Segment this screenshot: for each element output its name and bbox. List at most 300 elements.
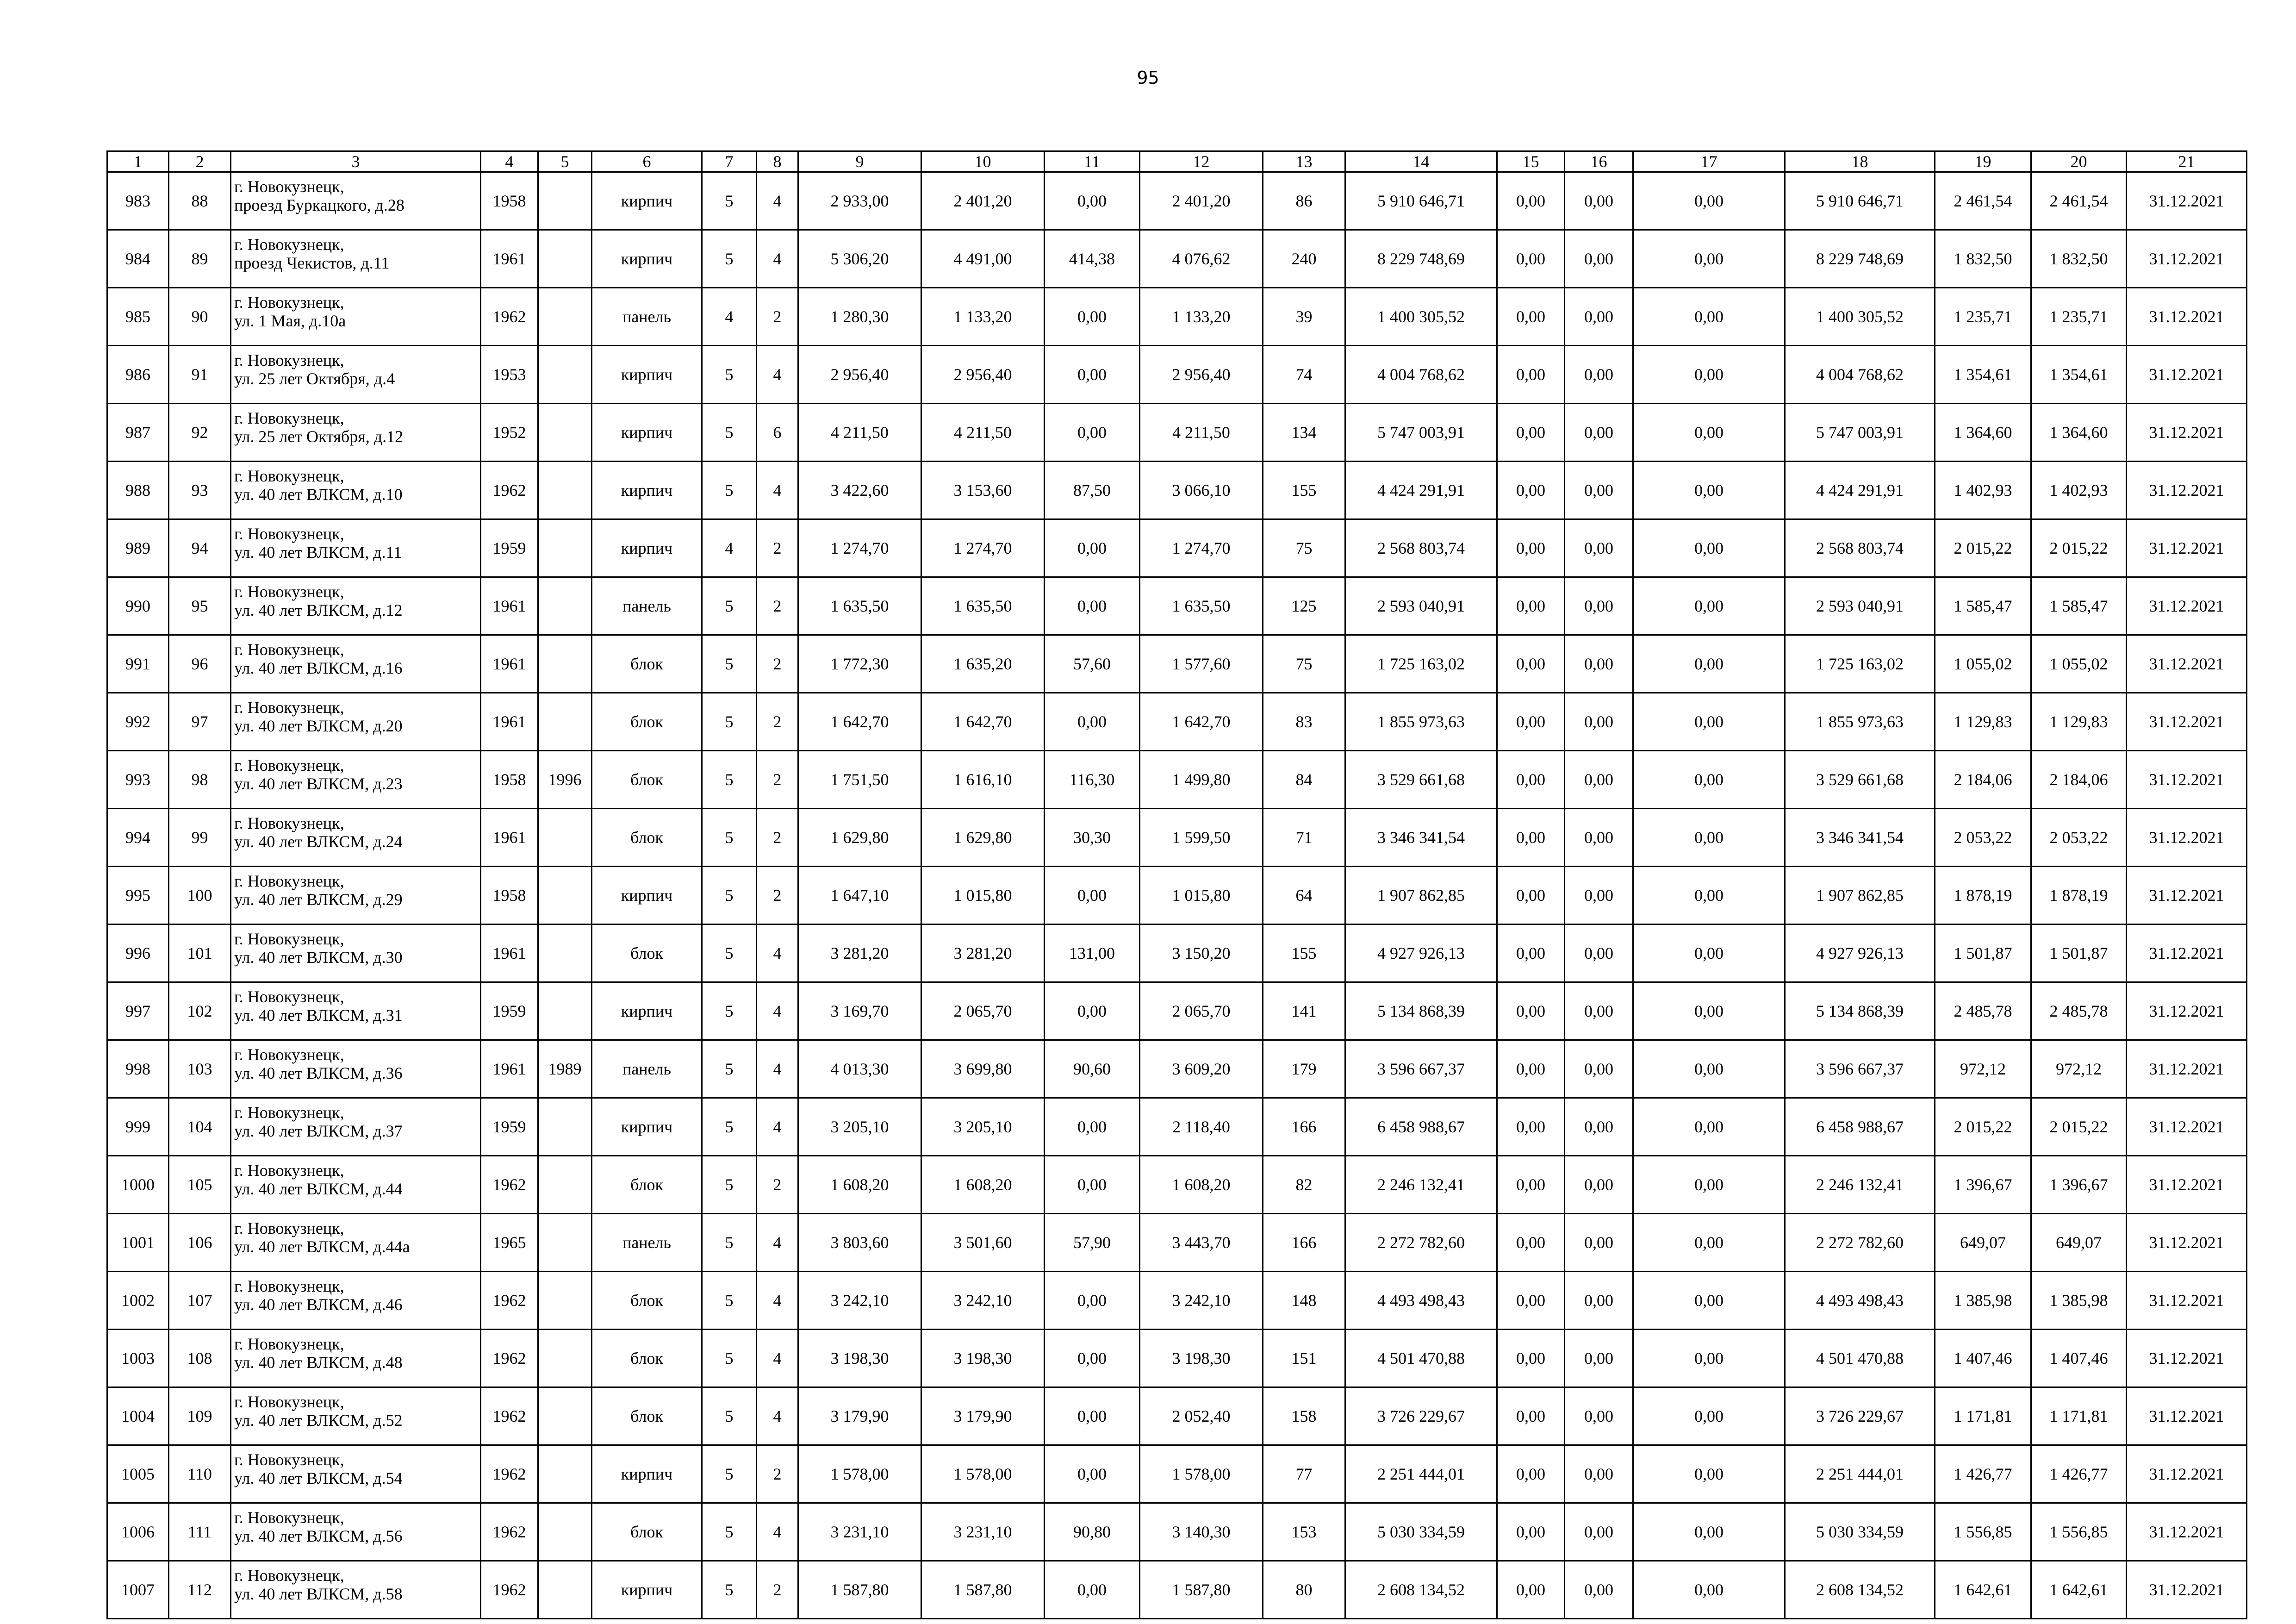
table-cell: 0,00 [1633,809,1785,867]
table-cell: 1965 [481,1214,538,1272]
table-cell: 4 [757,1272,798,1330]
table-cell: кирпич [592,867,702,924]
table-cell: 2 015,22 [1935,519,2031,577]
table-cell: 2 401,20 [921,172,1045,230]
table-cell: 4 927 926,13 [1785,924,1935,982]
table-cell: 1 354,61 [2031,346,2127,404]
table-cell: 2 [757,693,798,751]
table-cell [538,982,592,1040]
table-cell: 1 642,70 [921,693,1045,751]
table-cell: 3 231,10 [798,1503,921,1561]
table-cell: 0,00 [1497,577,1565,635]
table-cell: 3 529 661,68 [1345,751,1497,809]
table-cell: 166 [1263,1098,1345,1156]
table-cell [538,346,592,404]
table-cell: 5 [702,577,757,635]
table-cell: 1 855 973,63 [1345,693,1497,751]
table-cell: 1959 [481,982,538,1040]
address-cell: г. Новокузнецк, ул. 40 лет ВЛКСМ, д.44 [231,1156,481,1214]
table-cell: 1952 [481,404,538,462]
table-cell: 0,00 [1045,693,1140,751]
table-cell: 990 [107,577,169,635]
table-cell: 972,12 [2031,1040,2127,1098]
table-cell: 1958 [481,751,538,809]
table-cell: 3 198,30 [921,1330,1045,1387]
table-cell: 0,00 [1565,924,1633,982]
address-cell: г. Новокузнецк, ул. 40 лет ВЛКСМ, д.52 [231,1387,481,1445]
table-cell: 4 [757,1387,798,1445]
table-cell: блок [592,1503,702,1561]
table-cell [538,1387,592,1445]
table-cell: 91 [169,346,231,404]
table-cell: 1 585,47 [1935,577,2031,635]
table-cell: 1 364,60 [2031,404,2127,462]
table-cell: 2 251 444,01 [1785,1445,1935,1503]
table-cell: 0,00 [1497,1387,1565,1445]
table-cell: 0,00 [1633,635,1785,693]
table-cell: 0,00 [1497,751,1565,809]
table-cell: 0,00 [1565,172,1633,230]
table-cell: 2 065,70 [921,982,1045,1040]
table-cell: 5 [702,693,757,751]
table-cell: 4 424 291,91 [1345,462,1497,519]
table-cell: 1 133,20 [1140,288,1263,346]
table-cell [538,693,592,751]
table-cell: 1 907 862,85 [1345,867,1497,924]
table-cell: 106 [169,1214,231,1272]
table-cell: 4 004 768,62 [1345,346,1497,404]
table-cell: 0,00 [1565,288,1633,346]
table-cell: 3 153,60 [921,462,1045,519]
table-cell [538,462,592,519]
table-cell: 0,00 [1497,172,1565,230]
table-cell: 31.12.2021 [2127,1503,2247,1561]
table-cell: 1 171,81 [2031,1387,2127,1445]
table-cell: 1 385,98 [2031,1272,2127,1330]
table-cell: 0,00 [1565,867,1633,924]
address-cell: г. Новокузнецк, ул. 25 лет Октября, д.4 [231,346,481,404]
column-number-header: 6 [592,151,702,172]
table-cell: 2 015,22 [2031,1098,2127,1156]
table-cell: 1962 [481,288,538,346]
table-cell: 0,00 [1045,519,1140,577]
table-cell: 4 [757,172,798,230]
table-cell: 1 133,20 [921,288,1045,346]
table-cell: 5 [702,1330,757,1387]
table-cell: 5 [702,346,757,404]
table-cell: 1 129,83 [2031,693,2127,751]
table-cell: 5 [702,867,757,924]
table-cell: 0,00 [1497,1156,1565,1214]
table-cell: 995 [107,867,169,924]
table-row [107,1503,2247,1561]
table-cell: 0,00 [1045,172,1140,230]
column-number-header: 5 [538,151,592,172]
table-cell: кирпич [592,982,702,1040]
table-cell: блок [592,1156,702,1214]
table-cell: 0,00 [1497,809,1565,867]
table-cell: 5 [702,1040,757,1098]
table-cell: 1962 [481,1272,538,1330]
table-cell: 2 401,20 [1140,172,1263,230]
table-cell: 1 647,10 [798,867,921,924]
table-cell: блок [592,1387,702,1445]
table-cell: 2 052,40 [1140,1387,1263,1445]
table-cell: 1961 [481,809,538,867]
column-number-header: 14 [1345,151,1497,172]
table-cell: 5 747 003,91 [1345,404,1497,462]
table-cell: 39 [1263,288,1345,346]
table-cell: 4 491,00 [921,230,1045,288]
table-cell: 1 426,77 [1935,1445,2031,1503]
table-cell: 1 587,80 [1140,1561,1263,1619]
address-cell: г. Новокузнецк, ул. 40 лет ВЛКСМ, д.48 [231,1330,481,1387]
table-cell: 3 699,80 [921,1040,1045,1098]
table-cell: 4 424 291,91 [1785,462,1935,519]
address-cell: г. Новокузнецк, ул. 25 лет Октября, д.12 [231,404,481,462]
table-cell: 993 [107,751,169,809]
table-cell: 4 013,30 [798,1040,921,1098]
table-cell: 5 [702,1445,757,1503]
table-cell: 110 [169,1445,231,1503]
table-cell: 5 [702,462,757,519]
table-cell: 1 385,98 [1935,1272,2031,1330]
column-number-header: 17 [1633,151,1785,172]
table-cell: 4 493 498,43 [1785,1272,1935,1330]
table-cell: 3 198,30 [1140,1330,1263,1387]
table-cell: 90,60 [1045,1040,1140,1098]
table-cell: 0,00 [1565,635,1633,693]
table-cell: 1 235,71 [2031,288,2127,346]
table-cell: блок [592,693,702,751]
table-cell: 0,00 [1565,1330,1633,1387]
table-cell: 31.12.2021 [2127,1272,2247,1330]
table-cell: 0,00 [1633,230,1785,288]
table-cell: 6 [757,404,798,462]
table-cell: 71 [1263,809,1345,867]
table-cell: 31.12.2021 [2127,288,2247,346]
table-cell: 2 184,06 [1935,751,2031,809]
table-cell: 6 458 988,67 [1785,1098,1935,1156]
address-cell: г. Новокузнецк, ул. 40 лет ВЛКСМ, д.30 [231,924,481,982]
table-cell: 4 [757,462,798,519]
column-number-header: 11 [1045,151,1140,172]
table-cell: 107 [169,1272,231,1330]
table-cell: 4 211,50 [1140,404,1263,462]
table-cell: 0,00 [1497,1040,1565,1098]
table-cell: панель [592,577,702,635]
table-cell: 0,00 [1633,1156,1785,1214]
table-cell: 3 596 667,37 [1345,1040,1497,1098]
table-cell: 75 [1263,635,1345,693]
table-cell: 3 346 341,54 [1785,809,1935,867]
table-cell: 2 461,54 [1935,172,2031,230]
table-cell: 1 832,50 [2031,230,2127,288]
column-number-header: 2 [169,151,231,172]
table-cell: 2 956,40 [1140,346,1263,404]
table-cell: 994 [107,809,169,867]
table-cell: 0,00 [1633,1445,1785,1503]
table-cell: 108 [169,1330,231,1387]
table-cell: 88 [169,172,231,230]
column-number-header: 20 [2031,151,2127,172]
table-cell: 2 [757,751,798,809]
table-cell: 2 [757,809,798,867]
table-cell: 31.12.2021 [2127,1214,2247,1272]
table-cell: 1961 [481,1040,538,1098]
table-cell: 1 055,02 [2031,635,2127,693]
table-cell: 1962 [481,1156,538,1214]
table-cell: 158 [1263,1387,1345,1445]
table-cell: 0,00 [1497,462,1565,519]
table-cell [538,1156,592,1214]
table-cell: 1 055,02 [1935,635,2031,693]
table-cell: 1 585,47 [2031,577,2127,635]
table-cell: 2 184,06 [2031,751,2127,809]
table-cell: 5 [702,172,757,230]
table-cell: кирпич [592,404,702,462]
table-cell: 31.12.2021 [2127,924,2247,982]
table-cell: 3 443,70 [1140,1214,1263,1272]
table-row [107,809,2247,867]
table-cell [538,809,592,867]
table-cell: 31.12.2021 [2127,1098,2247,1156]
table-cell: 2 [757,519,798,577]
table-cell: 1958 [481,172,538,230]
table-cell: 2 065,70 [1140,982,1263,1040]
table-cell: 1 407,46 [1935,1330,2031,1387]
table-cell: 1 426,77 [2031,1445,2127,1503]
table-cell: 1996 [538,751,592,809]
table-cell: блок [592,751,702,809]
table-cell [538,867,592,924]
table-cell: 999 [107,1098,169,1156]
table-cell: 1 629,80 [798,809,921,867]
table-cell: 0,00 [1633,172,1785,230]
column-number-header: 9 [798,151,921,172]
address-cell: г. Новокузнецк, ул. 40 лет ВЛКСМ, д.56 [231,1503,481,1561]
table-cell: 0,00 [1633,577,1785,635]
table-cell: 0,00 [1633,288,1785,346]
table-cell: 2 118,40 [1140,1098,1263,1156]
table-cell: 4 [702,288,757,346]
table-cell: 0,00 [1633,924,1785,982]
table-cell: 1 402,93 [2031,462,2127,519]
table-cell: 0,00 [1633,693,1785,751]
table-cell: 1001 [107,1214,169,1272]
table-row [107,1272,2247,1330]
table-row [107,693,2247,751]
table-cell: 1 556,85 [1935,1503,2031,1561]
table-cell: панель [592,288,702,346]
column-number-header: 15 [1497,151,1565,172]
table-cell: 1959 [481,1098,538,1156]
table-cell: 0,00 [1565,1503,1633,1561]
table-cell: 1 501,87 [2031,924,2127,982]
table-cell: 153 [1263,1503,1345,1561]
table-cell: 0,00 [1565,1040,1633,1098]
table-cell: 1 274,70 [1140,519,1263,577]
table-cell: 3 242,10 [1140,1272,1263,1330]
address-cell: г. Новокузнецк, ул. 1 Мая, д.10а [231,288,481,346]
table-cell: 2 593 040,91 [1345,577,1497,635]
table-cell: 1 280,30 [798,288,921,346]
table-cell: 1 402,93 [1935,462,2031,519]
table-cell: 0,00 [1497,288,1565,346]
table-cell: 31.12.2021 [2127,1561,2247,1619]
table-cell: 1 608,20 [921,1156,1045,1214]
table-cell [538,404,592,462]
table-cell: 2 246 132,41 [1345,1156,1497,1214]
table-cell: 3 501,60 [921,1214,1045,1272]
table-cell: 31.12.2021 [2127,693,2247,751]
table-cell [538,577,592,635]
table-cell: 997 [107,982,169,1040]
table-row [107,577,2247,635]
table-cell: 30,30 [1045,809,1140,867]
table-cell: 4 [757,230,798,288]
table-cell: блок [592,924,702,982]
table-row [107,1561,2247,1619]
table-row [107,230,2247,288]
column-number-header: 3 [231,151,481,172]
table-cell: 0,00 [1045,1098,1140,1156]
table-cell: 0,00 [1497,1098,1565,1156]
table-cell: 3 198,30 [798,1330,921,1387]
table-cell: 5 134 868,39 [1345,982,1497,1040]
table-cell: 2 272 782,60 [1785,1214,1935,1272]
table-cell: 2 [757,577,798,635]
table-cell: 3 346 341,54 [1345,809,1497,867]
table-cell: 0,00 [1045,346,1140,404]
table-cell: 104 [169,1098,231,1156]
table-cell: 1 407,46 [2031,1330,2127,1387]
table-cell: 1 635,50 [1140,577,1263,635]
table-cell: 1 400 305,52 [1345,288,1497,346]
table-cell: 57,90 [1045,1214,1140,1272]
table-cell: 0,00 [1633,1387,1785,1445]
table-cell: 1 578,00 [921,1445,1045,1503]
column-number-header: 19 [1935,151,2031,172]
table-row [107,1387,2247,1445]
table-cell: 3 596 667,37 [1785,1040,1935,1098]
table-cell: панель [592,1040,702,1098]
table-cell: 1961 [481,635,538,693]
table-cell: 3 169,70 [798,982,921,1040]
table-row [107,288,2247,346]
table-cell: 1 578,00 [1140,1445,1263,1503]
address-cell: г. Новокузнецк, ул. 40 лет ВЛКСМ, д.44а [231,1214,481,1272]
table-cell: 0,00 [1497,1503,1565,1561]
table-cell: 1 855 973,63 [1785,693,1935,751]
table-cell: 0,00 [1633,1214,1785,1272]
table-cell: 1006 [107,1503,169,1561]
table-cell: 3 179,90 [921,1387,1045,1445]
table-cell: 2 485,78 [1935,982,2031,1040]
table-cell: 0,00 [1497,1330,1565,1387]
table-cell: 8 229 748,69 [1345,230,1497,288]
table-cell: 57,60 [1045,635,1140,693]
table-cell: 112 [169,1561,231,1619]
table-cell: 31.12.2021 [2127,982,2247,1040]
table-cell: кирпич [592,230,702,288]
table-cell: 1 642,70 [798,693,921,751]
address-cell: г. Новокузнецк, ул. 40 лет ВЛКСМ, д.58 [231,1561,481,1619]
table-cell: 2 [757,1561,798,1619]
table-cell [538,635,592,693]
table-cell: 5 910 646,71 [1345,172,1497,230]
table-row [107,1445,2247,1503]
table-cell [538,288,592,346]
table-cell: 3 179,90 [798,1387,921,1445]
table-cell: 4 927 926,13 [1345,924,1497,982]
table-cell: 4 [757,1098,798,1156]
address-cell: г. Новокузнецк, ул. 40 лет ВЛКСМ, д.37 [231,1098,481,1156]
table-cell: 0,00 [1633,751,1785,809]
table-cell: 116,30 [1045,751,1140,809]
address-cell: г. Новокузнецк, ул. 40 лет ВЛКСМ, д.36 [231,1040,481,1098]
column-number-header: 8 [757,151,798,172]
table-cell: 0,00 [1045,577,1140,635]
table-cell: 3 422,60 [798,462,921,519]
table-cell: 0,00 [1633,1098,1785,1156]
address-cell: г. Новокузнецк, ул. 40 лет ВЛКСМ, д.46 [231,1272,481,1330]
table-cell: 1 635,50 [921,577,1045,635]
table-cell: 4 [757,1330,798,1387]
table-cell: 0,00 [1565,519,1633,577]
table-cell: 0,00 [1497,1445,1565,1503]
table-cell: 1 635,20 [921,635,1045,693]
table-cell: 988 [107,462,169,519]
table-cell: 103 [169,1040,231,1098]
table-cell: 5 [702,1387,757,1445]
table-cell: 0,00 [1497,924,1565,982]
address-cell: г. Новокузнецк, ул. 40 лет ВЛКСМ, д.29 [231,867,481,924]
table-cell: 90,80 [1045,1503,1140,1561]
table-cell: 0,00 [1497,230,1565,288]
table-cell: 3 281,20 [921,924,1045,982]
table-cell: 5 [702,1098,757,1156]
table-cell: 99 [169,809,231,867]
table-cell: 179 [1263,1040,1345,1098]
table-cell: 1 725 163,02 [1785,635,1935,693]
table-cell: 31.12.2021 [2127,404,2247,462]
table-cell: 31.12.2021 [2127,1156,2247,1214]
table-cell: 4 501 470,88 [1345,1330,1497,1387]
table-cell: 5 [702,1503,757,1561]
table-cell: кирпич [592,346,702,404]
table-cell: 2 [757,1156,798,1214]
table-cell: 2 461,54 [2031,172,2127,230]
table-cell: 0,00 [1565,693,1633,751]
table-cell: 1 832,50 [1935,230,2031,288]
table-row [107,982,2247,1040]
address-cell: г. Новокузнецк, ул. 40 лет ВЛКСМ, д.23 [231,751,481,809]
column-number-header: 18 [1785,151,1935,172]
table-cell: 4 [757,1040,798,1098]
address-cell: г. Новокузнецк, ул. 40 лет ВЛКСМ, д.11 [231,519,481,577]
table-cell: кирпич [592,519,702,577]
table-cell: 3 231,10 [921,1503,1045,1561]
table-cell: 0,00 [1565,577,1633,635]
table-cell: 4 501 470,88 [1785,1330,1935,1387]
table-cell: 111 [169,1503,231,1561]
table-cell: 649,07 [2031,1214,2127,1272]
table-cell: 649,07 [1935,1214,2031,1272]
table-row [107,1214,2247,1272]
table-cell: блок [592,809,702,867]
table-cell: 0,00 [1045,288,1140,346]
